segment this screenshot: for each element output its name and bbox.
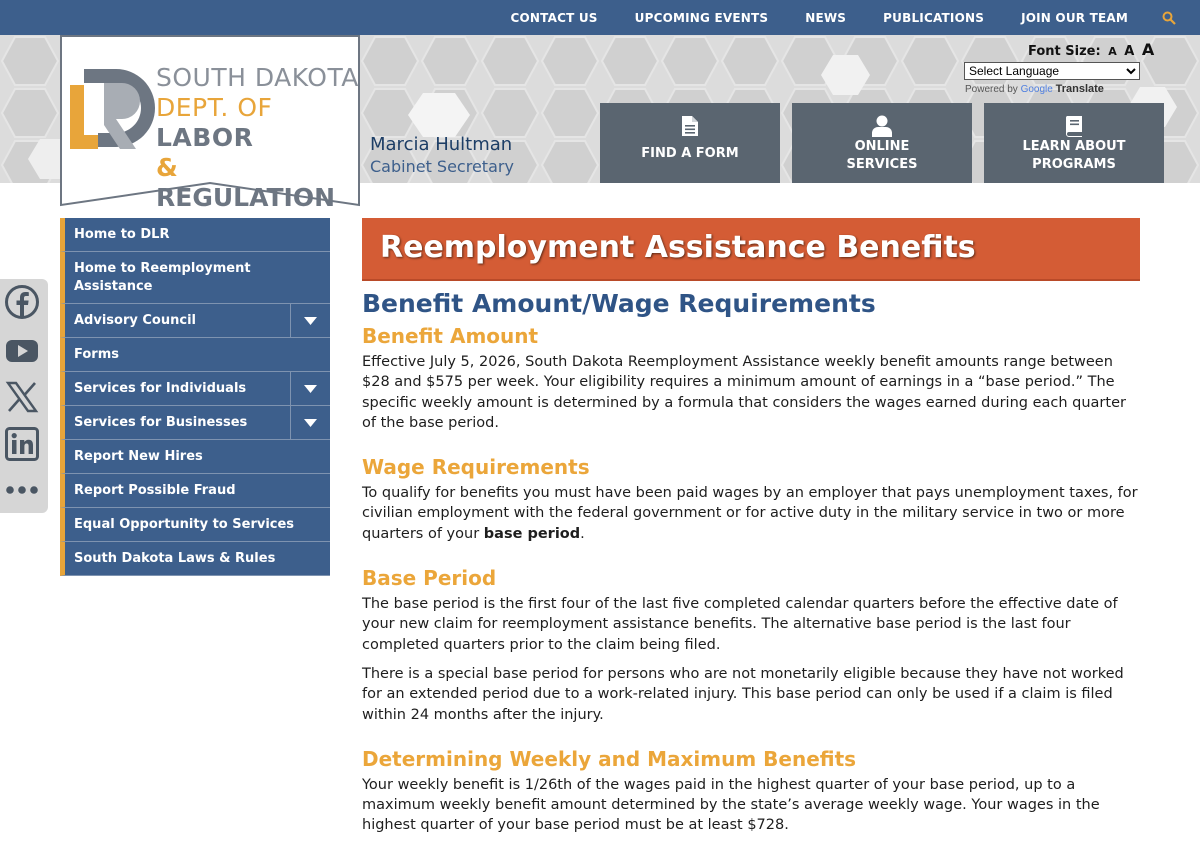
google-translate-credit (965, 83, 1104, 95)
wage-requirements-heading: Wage Requirements (362, 455, 590, 480)
sidebar-item-report-possible-fraud[interactable] (60, 474, 330, 508)
document-icon (681, 115, 699, 137)
facebook-icon[interactable] (5, 285, 39, 319)
youtube-icon[interactable] (5, 334, 39, 368)
sidebar-item-label: Report Possible Fraud (74, 483, 236, 498)
sidebar-item-label: Equal Opportunity to Services (74, 517, 295, 532)
font-size-medium[interactable]: A (1124, 44, 1135, 59)
weekly-max-heading: Determining Weekly and Maximum Benefits (362, 746, 857, 771)
chevron-down-icon[interactable] (290, 372, 330, 405)
main-content (362, 289, 1142, 836)
base-period-text-2: There is a special base period for persons who are not monetarily eligible because they have not worked for an extended period due to a work-related injury. This base period can only be used if a claim is filed within 24 months after the injury. (362, 665, 1124, 723)
section-title: Benefit Amount/Wage Requirements (362, 289, 876, 318)
logo-line-3a: & (156, 153, 178, 182)
font-size-small[interactable]: A (1108, 45, 1117, 58)
join-our-team-link[interactable]: JOIN OUR TEAM (1021, 10, 1128, 25)
sidebar-item-home-to-reemployment[interactable] (60, 252, 330, 304)
linkedin-icon[interactable] (5, 427, 39, 461)
top-bar (0, 0, 1200, 35)
sidebar-item-equal-opportunity[interactable] (60, 508, 330, 542)
book-icon (1065, 115, 1083, 137)
google-text: Google (1020, 84, 1053, 95)
contact-us-link[interactable]: CONTACT US (510, 10, 598, 25)
sidebar-nav (60, 218, 330, 576)
user-icon (872, 115, 892, 137)
sidebar-item-label: Services for Individuals (74, 381, 247, 396)
font-size-control (1028, 40, 1154, 59)
wage-requirements-end: . (580, 525, 585, 542)
translate-link[interactable]: Translate (1055, 83, 1104, 95)
sidebar-item-label: Home to DLR (74, 227, 170, 242)
sidebar-item-home-to-dlr[interactable] (60, 218, 330, 252)
sidebar-item-laws-and-rules[interactable] (60, 542, 330, 576)
social-bar (0, 279, 48, 513)
sidebar-item-label: Forms (74, 347, 119, 362)
more-icon[interactable] (5, 473, 39, 507)
news-link[interactable]: NEWS (805, 10, 847, 25)
sidebar-item-label: Home to Reemployment Assistance (74, 260, 251, 294)
secretary-name: Marcia Hultman (370, 134, 513, 155)
logo-line-3 (156, 153, 360, 213)
logo-line-2a: DEPT. OF (156, 93, 273, 122)
sidebar-item-forms[interactable] (60, 338, 330, 372)
logo-line-2 (156, 93, 360, 153)
logo-line-1: SOUTH DAKOTA (156, 63, 359, 92)
language-select[interactable] (964, 62, 1140, 80)
sidebar-item-report-new-hires[interactable] (60, 440, 330, 474)
secretary-title: Cabinet Secretary (370, 157, 514, 176)
cabinet-secretary (370, 134, 514, 176)
sidebar-item-label: Advisory Council (74, 313, 196, 328)
learn-about-label-2: PROGRAMS (1032, 157, 1116, 172)
benefit-amount-text: Effective July 5, 2026, South Dakota Reemployment Assistance weekly benefit amounts range between $28 and $575 per week. Your eligibility requires a minimum amount of earnings in a “base period.” The specific weekly amount is determined by a formula that considers the wages earned during each quarter of the base period. (362, 354, 1126, 431)
upcoming-events-link[interactable]: UPCOMING EVENTS (634, 10, 769, 25)
sidebar-item-label: Services for Businesses (74, 415, 248, 430)
font-size-label: Font Size: (1028, 44, 1101, 59)
benefit-amount-heading: Benefit Amount (362, 324, 539, 348)
search-icon[interactable] (1162, 11, 1176, 25)
sidebar-item-label: Report New Hires (74, 449, 203, 464)
dlr-logo[interactable] (60, 35, 360, 212)
weekly-max-text: Your weekly benefit is 1/26th of the wages paid in the highest quarter of your base period, up to a maximum weekly benefit amount determined by the state’s average weekly wage. Your wages in the highest quarter of your base period must be at least $728. (362, 776, 1100, 834)
online-services-tile[interactable] (792, 103, 972, 183)
wage-requirements-body: To qualify for benefits you must have been paid wages by an employer that pays unemployment taxes, for civilian employment with the federal government or for active duty in the military service in two or more quarters of your (362, 485, 1138, 542)
learn-about-programs-tile[interactable] (984, 103, 1164, 183)
base-period-heading: Base Period (362, 566, 497, 591)
online-services-label-1: ONLINE (854, 139, 910, 154)
sidebar-item-services-for-businesses[interactable] (60, 406, 330, 440)
chevron-down-icon[interactable] (290, 304, 330, 337)
base-period-bold: base period (483, 525, 581, 542)
powered-by-text: Powered by (965, 84, 1018, 95)
logo-line-2b: LABOR (156, 123, 254, 152)
chevron-down-icon[interactable] (290, 406, 330, 439)
sidebar-item-services-for-individuals[interactable] (60, 372, 330, 406)
find-a-form-tile[interactable] (600, 103, 780, 183)
x-icon[interactable] (5, 380, 39, 414)
learn-about-label-1: LEARN ABOUT (1022, 139, 1126, 154)
page-banner (362, 218, 1140, 281)
publications-link[interactable]: PUBLICATIONS (883, 10, 985, 25)
sidebar-item-advisory-council[interactable] (60, 304, 330, 338)
logo-line-3b: REGULATION (156, 183, 336, 212)
page-title: Reemployment Assistance Benefits (380, 230, 976, 265)
top-nav (474, 0, 1177, 35)
online-services-label-2: SERVICES (846, 157, 918, 172)
wage-requirements-text (362, 483, 1142, 544)
sidebar-item-label: South Dakota Laws & Rules (74, 551, 276, 566)
find-a-form-label: FIND A FORM (641, 146, 739, 161)
base-period-text-1: The base period is the first four of the last five completed calendar quarters before the effective date of your new claim for reemployment assistance benefits. The alternative base period is the last four completed quarters prior to the claim being filed. (362, 596, 1118, 653)
font-size-large[interactable]: A (1141, 40, 1155, 59)
